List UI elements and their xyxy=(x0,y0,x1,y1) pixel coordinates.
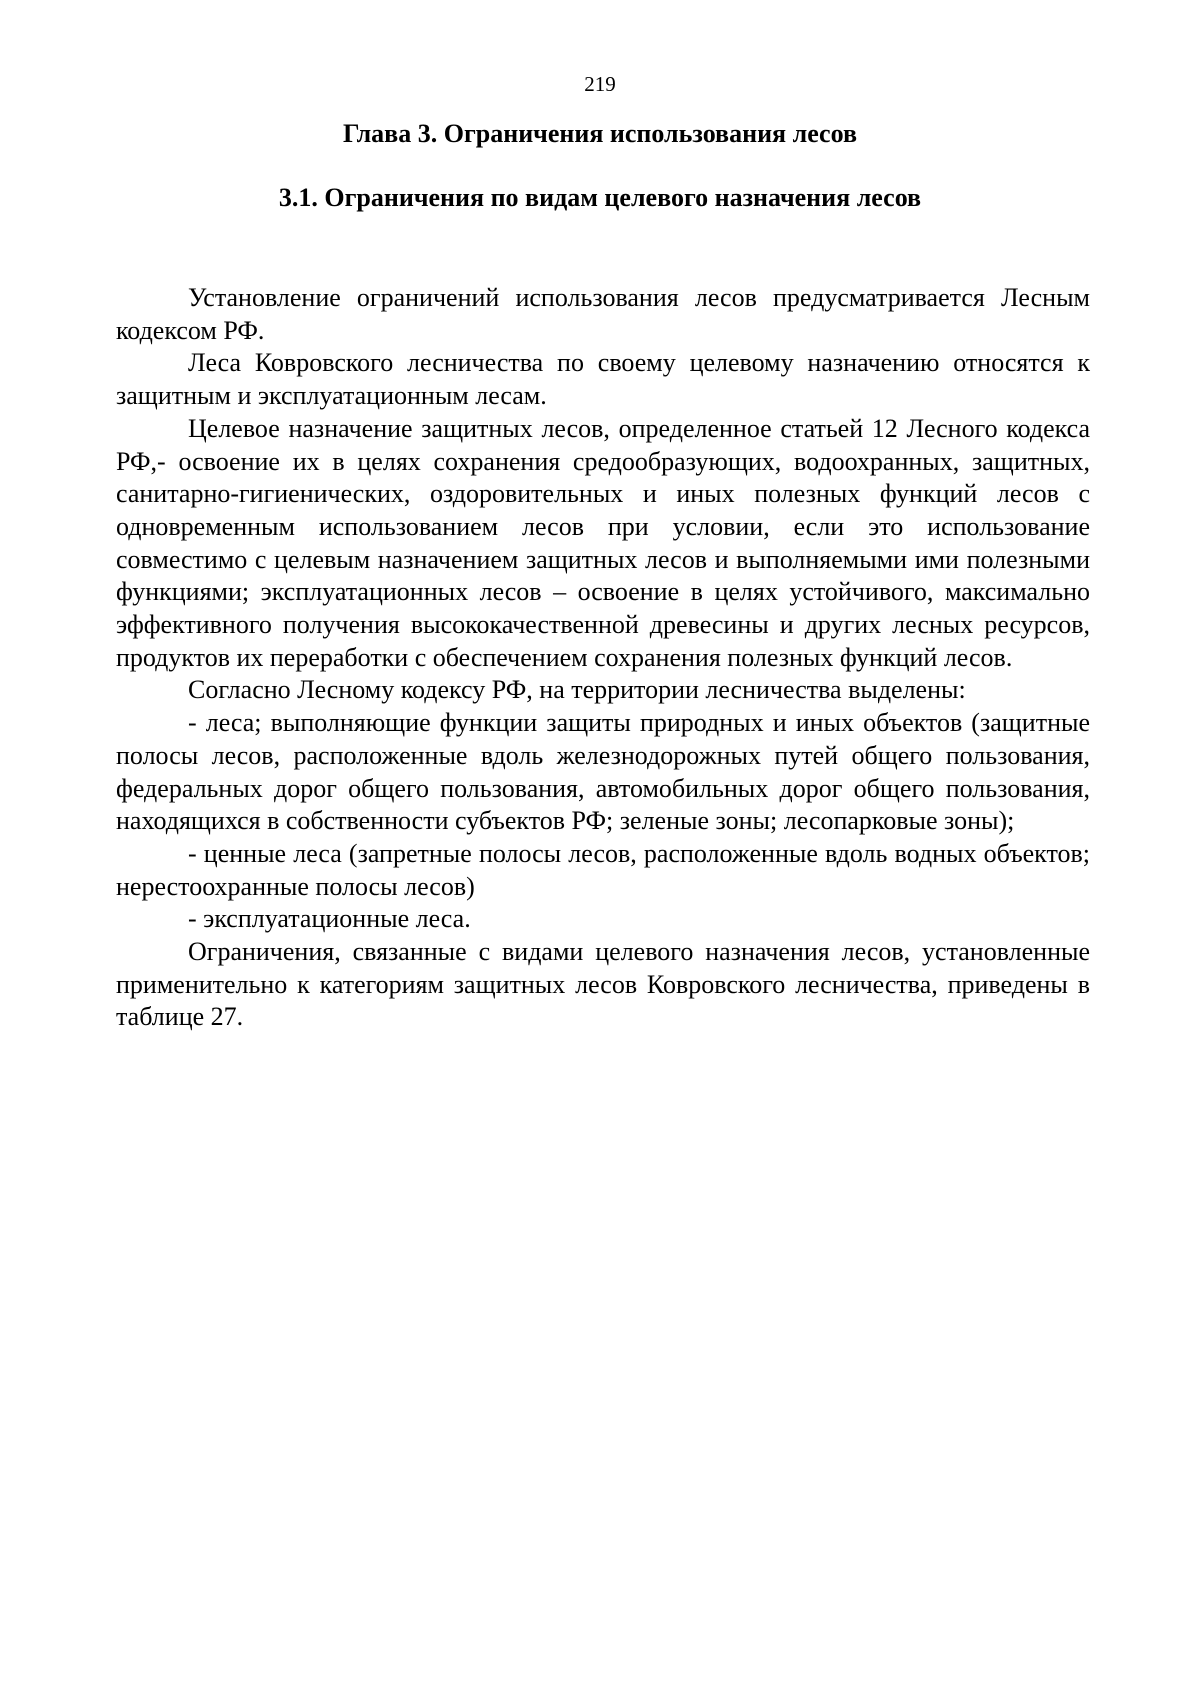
paragraph-table-reference: Ограничения, связанные с видами целевого назначения лесов, установленные применительно к категориям защитных лесов Ковровского лесничества, приведены в таблице 27. xyxy=(116,937,1090,1032)
paragraph-forest-purpose: Леса Ковровского лесничества по своему целевому назначению относятся к защитным и эксплуатационным лесам. xyxy=(116,348,1090,411)
paragraph-allocated-categories: Согласно Лесному кодексу РФ, на территории лесничества выделены: xyxy=(188,675,966,705)
chapter-title: Глава 3. Ограничения использования лесов xyxy=(342,119,857,148)
paragraph-restrictions-basis: Установление ограничений использования лесов предусматривается Лесным кодексом РФ. xyxy=(116,283,1090,345)
paragraph-protective-purpose: Целевое назначение защитных лесов, определенное статьей 12 Лесного кодекса РФ,- освоение их в целях сохранения средообразующих, водоохранных, защитных, санитарно-гигиенических, оздоровительных и иных полезных функций лесов с одновременным использованием лесов при условии, если это использование совместимо с целевым назначением защитных лесов и выполняемыми ими полезными функциями; эксплуатационных лесов – освоение в целях устойчивого, максимально эффективного получения высококачественной древесины и других лесных ресурсов, продуктов их переработки с обеспечением сохранения полезных функций лесов. xyxy=(116,413,1090,672)
list-item-valuable-forests: - ценные леса (запретные полосы лесов, расположенные вдоль водных объектов; нерестоохранные полосы лесов) xyxy=(116,838,1090,901)
list-item-exploitation-forests: - эксплуатационные леса. xyxy=(188,904,471,934)
body-text xyxy=(116,282,1090,1034)
section-title: 3.1. Ограничения по видам целевого назначения лесов xyxy=(278,183,922,212)
list-item-protection-forests: - леса; выполняющие функции защиты природных и иных объектов (защитные полосы лесов, расположенные вдоль железнодорожных путей общего пользования, федеральных дорог общего пользования, автомобильных дорог общего пользования, находящихся в собственности субъектов РФ; зеленые зоны; лесопарковые зоны); xyxy=(116,708,1090,836)
page-number: 219 xyxy=(584,72,616,96)
